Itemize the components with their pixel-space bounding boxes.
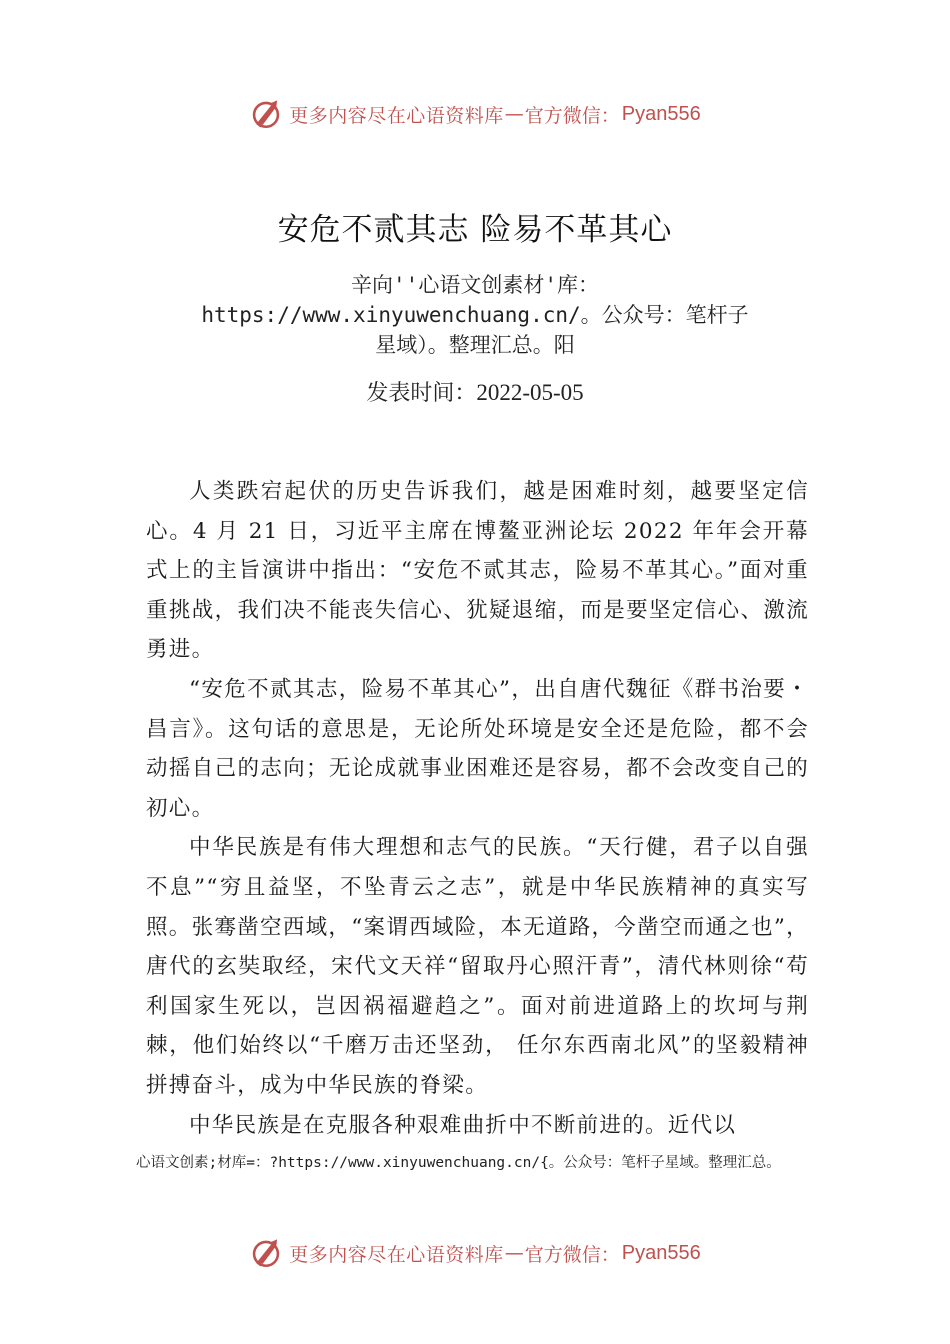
paragraph: 中华民族是有伟大理想和志气的民族。“天行健，君子以自强不息”“穷且益坚，不坠青云之志”，就是中华民族精神的真实写照。张骞凿空西域，“案谓西域险，本无道路，今凿空而通之也”，唐代的玄奘取经，宋代文天祥“留取丹心照汗青”，清代林则徐“苟利国家生死以，岂因祸福避趋之”。面对前进道路上的坎坷与荆棘，他们始终以“千磨万击还坚劲， 任尔东西南北风”的坚毅精神拼搏奋斗，成为中华民族的脊梁。 — [146, 835, 809, 1098]
pen-logo-icon — [249, 97, 283, 131]
banner-dash: — — [504, 103, 524, 125]
banner-dash: — — [504, 1242, 524, 1264]
banner-text: 更多内容尽在心语资料库 — [289, 1243, 504, 1266]
publish-time-label: 发表时间： — [366, 381, 477, 406]
header-banner — [0, 94, 950, 134]
banner-text: 更多内容尽在心语资料库 — [289, 104, 504, 127]
document-subtitle: 辛向''心语文创素材'库：https://www.xinyuwenchuang.cn/。公众号：笔杆子星域）。整理汇总。阳 — [201, 273, 749, 357]
footer-banner — [0, 1233, 950, 1273]
paragraph: “安危不贰其志，险易不革其心”，出自唐代魏征《群书治要・昌言》。这句话的意思是，无论所处环境是安全还是危险，都不会动摇自己的志向；无论成就事业困难还是容易，都不会改变自己的初心。 — [146, 676, 809, 821]
document-title: 安危不贰其志 险易不革其心 — [277, 212, 673, 248]
document-body — [146, 472, 809, 1145]
publish-time-value: 2022-05-05 — [476, 380, 584, 405]
page-footer: 心语文创素;材库=：?https://www.xinyuwenchuang.cn/{。公众号：笔杆子星域。整理汇总。 — [136, 1155, 781, 1171]
banner-wechat-id: Pyan556 — [621, 1241, 701, 1264]
banner-wechat-id: Pyan556 — [621, 102, 701, 125]
paragraph: 人类跌宕起伏的历史告诉我们，越是困难时刻，越要坚定信心。4 月 21 日，习近平主席在博鳌亚洲论坛 2022 年年会开幕式上的主旨演讲中指出：“安危不贰其志，险易不革其心。”面对重重挑战，我们决不能丧失信心、犹疑退缩，而是要坚定信心、激流勇进。 — [146, 479, 809, 663]
paragraph: 中华民族是在克服各种艰难曲折中不断前进的。近代以 — [189, 1112, 737, 1138]
pen-logo-icon — [249, 1236, 283, 1270]
publish-time — [0, 376, 950, 407]
banner-wechat-label: 官方微信： — [524, 104, 620, 127]
banner-wechat-label: 官方微信： — [524, 1243, 620, 1266]
